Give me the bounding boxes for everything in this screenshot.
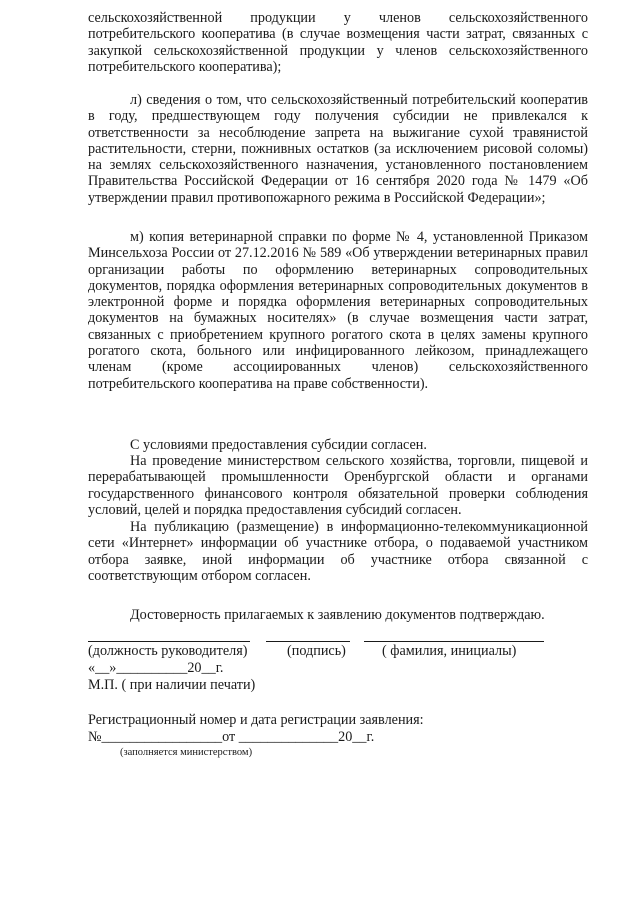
seal-caption: М.П. ( при наличии печати) bbox=[88, 677, 256, 693]
paragraph-l: л) сведения о том, что сельскохозяйственный потребительский кооператив в году, предшествующем году получения субсидии не привлекался к ответственности за несоблюдение запрета на выжигание сухой травянистой растительности, стерни, пожнивных остатков (за исключением рисовой соломы) на землях сельскохозяйственного назначения, установленного постановлением Правительства Российской Федерации от 16 сентября 2020 года № 1479 «Об утверждении правил противопожарного режима в Российской Федерации»; bbox=[88, 92, 588, 206]
authenticity-statement: Достоверность прилагаемых к заявлению документов подтверждаю. bbox=[130, 607, 545, 623]
paragraph-k-continuation: сельскохозяйственной продукции у членов сельскохозяйственного потребительского кооператива (в случае возмещения части затрат, связанных с закупкой сельскохозяйственной продукции у членов сельскохозяйственного потребительского кооператива); bbox=[88, 10, 588, 75]
consent-publication: На публикацию (размещение) в информационно-телекоммуникационной сети «Интернет» информации об участнике отбора, о подаваемой участником отбора заявке, иной информации об участнике отбора связанной с соответствующим отбором согласен. bbox=[88, 519, 588, 584]
position-caption: (должность руководителя) bbox=[88, 643, 248, 659]
paragraph-m: м) копия ветеринарной справки по форме № 4, установленной Приказом Минсельхоза России от 27.12.2016 № 589 «Об утверждении ветеринарных правил организации работы по оформлению ветеринарных сопроводительных документов, порядка оформления ветеринарных сопроводительных документов в электронной форме и порядка оформления ветеринарных сопроводительных документов на бумажных носителях» (в случае возмещения части затрат, связанных с приобретением крупного рогатого скота в целях замены крупного рогатого скота, больного или инфицированного лейкозом, принадлежащего членам (кроме ассоциированных членов) сельскохозяйственного потребительского кооператива на праве собственности). bbox=[88, 229, 588, 392]
consent-checks: На проведение министерством сельского хозяйства, торговли, пищевой и перерабатывающей промышленности Оренбургской области и органами государственного финансового контроля обязательной проверки соблюдения условий, целей и порядка предоставления субсидий согласен. bbox=[88, 453, 588, 518]
registration-note: (заполняется министерством) bbox=[120, 747, 253, 758]
signature-line bbox=[266, 641, 350, 642]
registration-number-line: №_________________от ______________20__г. bbox=[88, 729, 375, 745]
position-line bbox=[88, 641, 250, 642]
signature-caption: (подпись) bbox=[287, 643, 346, 659]
name-caption: ( фамилия, инициалы) bbox=[382, 643, 517, 659]
date-line: «__»__________20__г. bbox=[88, 660, 224, 676]
consent-conditions: С условиями предоставления субсидии согласен. bbox=[130, 437, 427, 453]
name-line bbox=[364, 641, 544, 642]
registration-label: Регистрационный номер и дата регистрации заявления: bbox=[88, 712, 424, 728]
